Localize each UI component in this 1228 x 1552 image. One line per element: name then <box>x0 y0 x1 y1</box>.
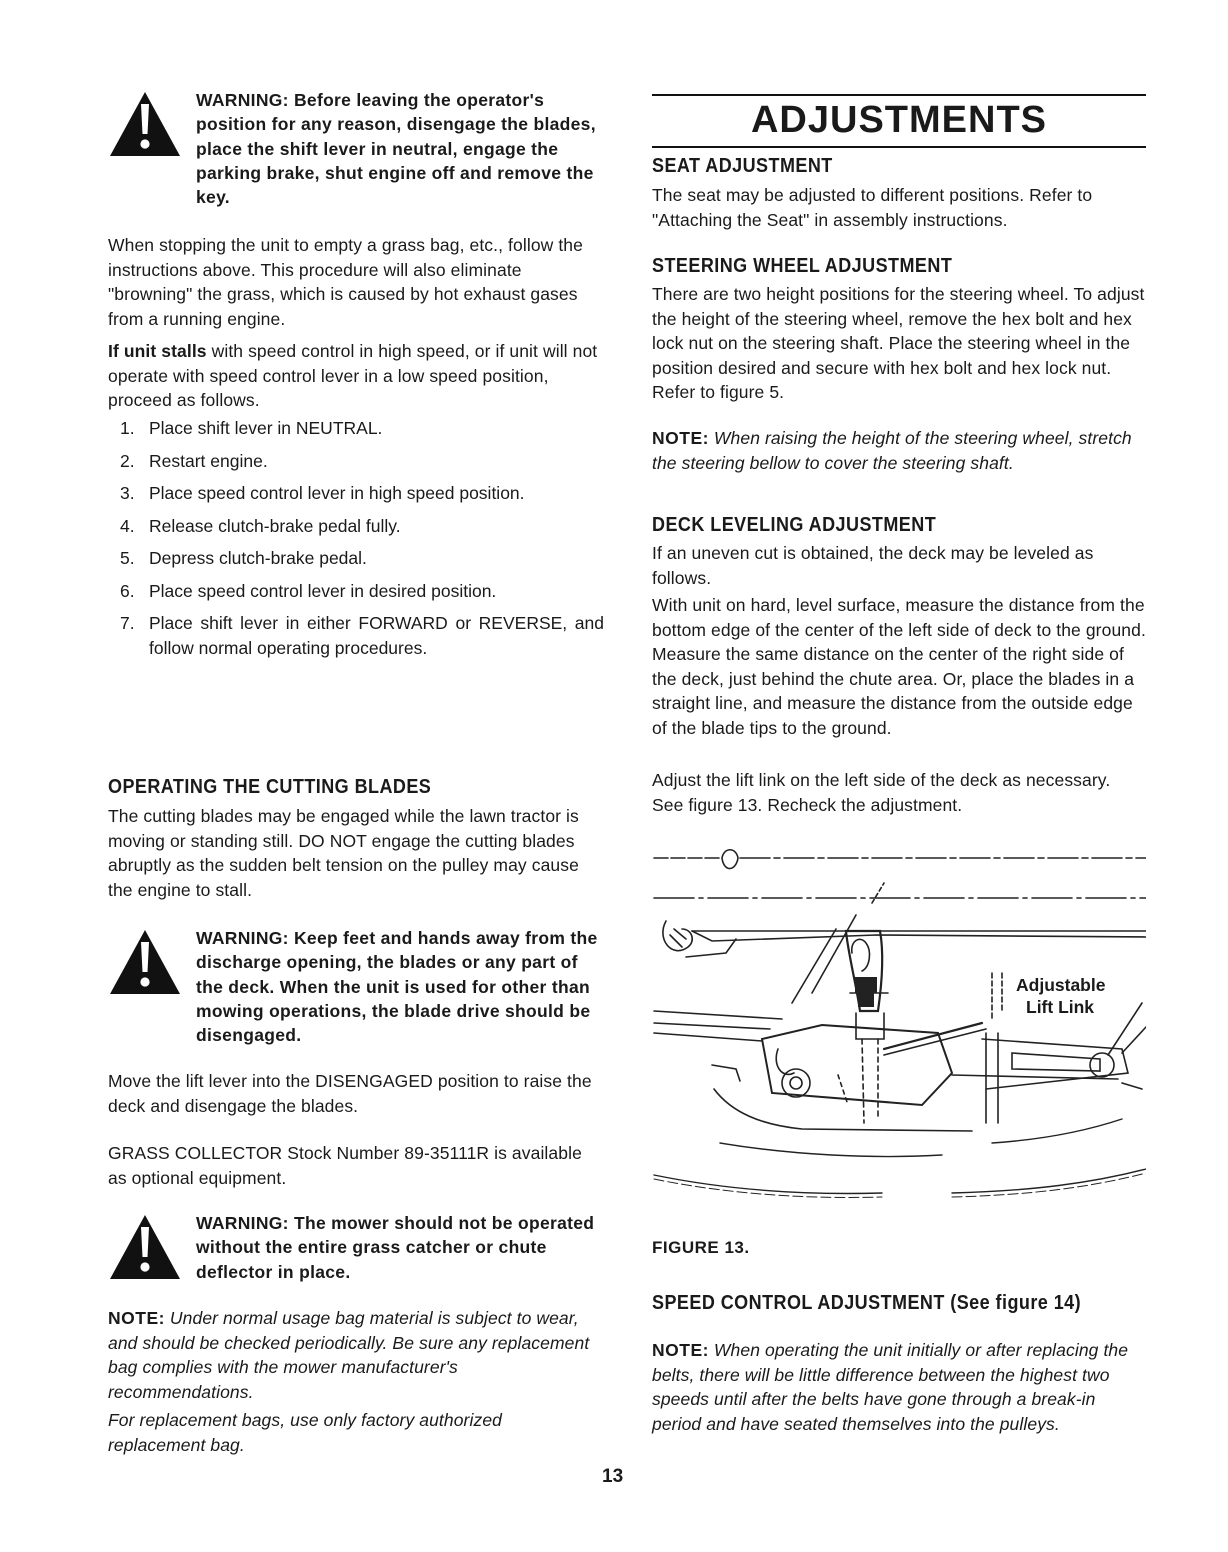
paragraph-stopping: When stopping the unit to empty a grass bag, etc., follow the instructions above. This procedure will also eliminate "browning" the grass, which is caused by hot exhaust gases from a running engine. <box>108 235 583 329</box>
warning-triangle-icon <box>108 1213 182 1281</box>
paragraph-steering: There are two height positions for the steering wheel. To adjust the height of the steering wheel, remove the hex bolt and hex lock nut on the steering shaft. Place the steering wheel in the position desired and secure with hex bolt and hex lock nut. Refer to figure 5. <box>652 284 1145 402</box>
heading-operating-blades: OPERATING THE CUTTING BLADES <box>108 776 432 798</box>
list-item: 4. Release clutch-brake pedal fully. <box>120 515 401 536</box>
list-item: 6. Place speed control lever in desired position. <box>120 580 497 601</box>
paragraph-seat: The seat may be adjusted to different positions. Refer to "Attaching the Seat" in assembly instructions. <box>652 185 1093 230</box>
page-number: 13 <box>602 1466 624 1487</box>
list-item: 3. Place speed control lever in high speed position. <box>120 483 525 503</box>
note-steering-bellow: NOTE: When raising the height of the steering wheel, stretch the steering bellow to cover the steering shaft. <box>652 428 1132 473</box>
warning-block-feet-hands <box>108 926 604 1050</box>
warning-triangle-icon <box>108 928 182 996</box>
paragraph-lift-lever: Move the lift lever into the DISENGAGED position to raise the deck and disengage the blades. <box>108 1071 592 1116</box>
paragraph-deck-1: If an uneven cut is obtained, the deck may be leveled as follows. <box>652 543 1094 588</box>
note-label: NOTE: <box>108 1308 165 1328</box>
note-speed-control: NOTE: When operating the unit initially or after replacing the belts, there will be little difference between the highest two speeds until after the belts have gone through a break-in period and have seated themselves into the pulleys. <box>652 1340 1129 1434</box>
warning-text: WARNING: The mower should not be operated without the entire grass catcher or chute deflector in place. <box>196 1213 595 1282</box>
heading-seat-adjustment: SEAT ADJUSTMENT <box>652 155 833 177</box>
warning-text: WARNING: Before leaving the operator's position for any reason, disengage the blades, place the shift lever in neutral, engage the parking brake, shut engine off and remove the key. <box>196 90 596 208</box>
list-item: 7. Place shift lever in either FORWARD or REVERSE, and follow normal operating procedures. <box>120 613 604 658</box>
note-replacement-bags: For replacement bags, use only factory authorized replacement bag. <box>108 1410 502 1455</box>
warning-triangle-icon <box>108 90 182 158</box>
list-item: 2. Restart engine. <box>120 450 268 471</box>
paragraph-deck-2: With unit on hard, level surface, measure the distance from the bottom edge of the center of the left side of deck to the ground. Measure the same distance on the center of the right side of the deck, just behind the chute area. Or, place the blades in a straight line, and measure the distance from the outside edge of the blade tips to the ground. <box>652 595 1146 738</box>
figure-callout-adjustable-lift-link: Adjustable Lift Link <box>1016 975 1106 1017</box>
warning-block-operator <box>108 88 604 212</box>
warning-text: WARNING: Keep feet and hands away from the discharge opening, the blades or any part of the deck. When the unit is used for other than mowing operations, the blade drive should be disengaged. <box>196 928 598 1046</box>
paragraph-deck-3: Adjust the lift link on the left side of the deck as necessary. See figure 13. Recheck the adjustment. <box>652 770 1111 815</box>
paragraph-grass-collector: GRASS COLLECTOR Stock Number 89-35111R is available as optional equipment. <box>108 1143 582 1188</box>
list-item: 1. Place shift lever in NEUTRAL. <box>120 418 383 438</box>
warning-block-grass-catcher <box>108 1211 604 1291</box>
lift-link-illustration <box>652 843 1146 1203</box>
stall-lead: If unit stalls <box>108 341 207 361</box>
figure-caption: FIGURE 13. <box>652 1238 750 1257</box>
stall-steps-list <box>108 416 604 668</box>
heading-deck-leveling-adjustment: DECK LEVELING ADJUSTMENT <box>652 514 937 536</box>
heading-steering-wheel-adjustment: STEERING WHEEL ADJUSTMENT <box>652 255 953 277</box>
heading-speed-control-adjustment: SPEED CONTROL ADJUSTMENT (See figure 14) <box>652 1292 1082 1314</box>
list-item: 5. Depress clutch-brake pedal. <box>120 548 367 568</box>
section-title-adjustments: ADJUSTMENTS <box>652 94 1146 148</box>
stall-rest: with speed control in high speed, or if unit will not operate with speed control lever in a low speed position, proceed as follows. <box>108 341 598 410</box>
figure-13-lift-link-diagram <box>652 843 1146 1203</box>
paragraph-stalls <box>108 339 604 413</box>
note-bag-material: NOTE: Under normal usage bag material is subject to wear, and should be checked periodically. Be sure any replacement bag complies with the mower manufacturer's recommendations. <box>108 1308 590 1402</box>
paragraph-blades: The cutting blades may be engaged while the lawn tractor is moving or standing still. DO NOT engage the cutting blades abruptly as the sudden belt tension on the pulley may cause the engine to stall. <box>108 806 579 900</box>
